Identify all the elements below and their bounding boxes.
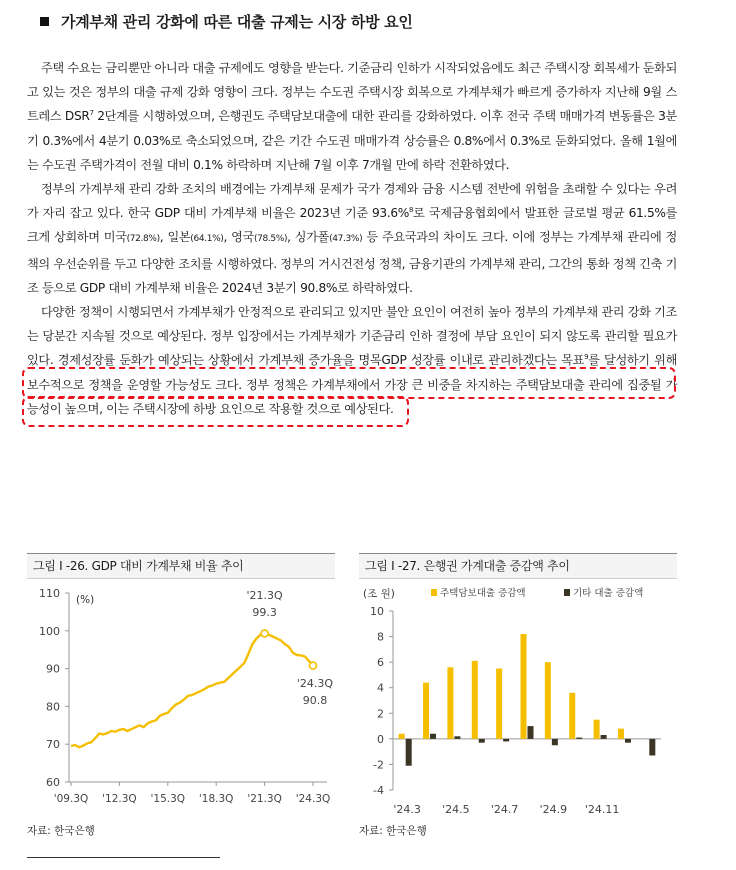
x-tick-label: '24.9: [539, 803, 568, 816]
peak-annotation-value: 99.3: [252, 606, 277, 619]
footnote-divider: [27, 857, 220, 858]
footnote-ref-9[interactable]: 9: [584, 353, 589, 362]
paragraph-1: [27, 56, 677, 177]
p2-uk-value: (78.5%): [253, 234, 288, 245]
latest-marker: [310, 662, 317, 669]
p2-text-c: , 일본: [159, 230, 191, 245]
y-tick-label: 2: [377, 707, 384, 721]
debt-ratio-line: [71, 633, 313, 747]
legend-label-1: 주택담보대출 증감액: [440, 588, 526, 599]
latest-annotation-value: 90.8: [302, 694, 328, 707]
section-heading: [40, 11, 700, 32]
p2-text-b: 로 국제금융협회에서 발표한 글로벌 평균 61.5%를 크게 상회하며 미국: [27, 206, 677, 245]
peak-annotation-label: '21.3Q: [246, 589, 283, 602]
other-loan-bar-10: [625, 739, 631, 743]
figure-2-title: 그림 I -27. 은행권 가계대출 증감액 추이: [359, 553, 677, 579]
mortgage-bar-4: [472, 661, 478, 739]
p3-text-b: 를 달성하기 위해 보수적으로 정책을 운영할 가능성도 크다. 정부 정책은 가계부채에서 가장 큰 비중을 차지하는 주택담보대출 관리에 집중될 가능성이 높으며, 이는 주택시장에 하방 요인으로 작용할 것으로 예상된다.: [27, 353, 677, 416]
figure-1-source: 자료: 한국은행: [27, 825, 95, 837]
y-axis-unit-label: (%): [76, 594, 95, 606]
other-loan-bar-8: [576, 738, 582, 739]
mortgage-bar-9: [594, 720, 600, 739]
p2-text-a: 정부의 가계부채 관리 강화 조치의 배경에는 가계부채 문제가 국가 경제와 금융 시스템 전반에 위험을 초래할 수 있다는 우려가 자리 잡고 있다. 한국 GDP 대비 가계부채 비율은 2023년 기준 93.6%: [27, 182, 677, 221]
y-tick-label: 60: [46, 776, 60, 789]
mortgage-bar-8: [569, 693, 575, 739]
x-tick-label: '15.3Q: [150, 793, 186, 805]
x-tick-label: '24.11: [584, 803, 620, 816]
highlight-box-line-1: [22, 367, 676, 399]
square-bullet-icon: [40, 17, 49, 26]
other-loan-bar-2: [430, 734, 436, 739]
figure-2-bar-chart: [359, 583, 677, 818]
mortgage-bar-10: [618, 729, 624, 739]
y-tick-label: 8: [377, 630, 384, 644]
p1-text-b: 2단계를 시행하였으며, 은행권도 주택담보대출에 대한 관리를 강화하였다. 이후 전국 주택 매매가격 변동률은 3분기 0.3%에서 4분기 0.03%로 축소되었으며, 같은 기간 수도권 매매가격 상승률은 0.8%에서 0.3%로 둔화되었다. 올해 1월에는 수도권 주택가격이 전월 대비 0.1% 하락하며 지난해 7월 이후 7개월 만에 하락 전환하였다.: [27, 109, 677, 172]
p2-text-d: , 영국: [223, 230, 254, 245]
x-tick-label: '24.3: [393, 803, 421, 816]
y-tick-label: -2: [373, 758, 384, 772]
p2-us-value: (72.8%): [126, 234, 160, 245]
mortgage-bar-1: [399, 734, 405, 739]
mortgage-bar-5: [496, 669, 502, 739]
y-tick-label: 4: [377, 681, 384, 695]
other-loan-bar-9: [601, 735, 607, 739]
other-loan-bar-1: [406, 739, 412, 766]
other-loan-bar-11: [649, 739, 655, 756]
x-tick-label: '24.7: [490, 803, 519, 816]
p2-jp-value: (64.1%): [190, 234, 224, 245]
legend-label-2: 기타 대출 증감액: [573, 588, 644, 599]
section-title: 가계부채 관리 강화에 따른 대출 규제는 시장 하방 요인: [61, 13, 413, 31]
y-tick-label: -4: [373, 784, 384, 797]
mortgage-bar-3: [447, 667, 453, 739]
legend-swatch-2: [564, 589, 570, 596]
y-tick-label: 100: [39, 624, 60, 638]
other-loan-bar-4: [479, 739, 485, 743]
p2-text-f: 등 주요국과의 차이도 크다. 이에 정부는 가계부채 관리에 정책의 우선순위를 두고 다양한 조치를 시행하였다. 정부의 거시건전성 정책, 금융기관의 가계부채 관리, 그간의 통화 정책 긴축 기조 등으로 GDP 대비 가계부채 비율은 2024년 3분기 90.8%로 하락하였다.: [27, 230, 677, 295]
y-tick-label: 70: [46, 738, 60, 752]
peak-marker: [261, 630, 268, 637]
y-tick-label: 90: [46, 662, 60, 676]
y-tick-label: 80: [46, 700, 60, 714]
x-tick-label: '12.3Q: [102, 793, 137, 805]
mortgage-bar-2: [423, 683, 429, 739]
y-tick-label: 110: [39, 587, 60, 600]
x-tick-label: '24.3Q: [295, 793, 331, 805]
highlight-box-line-2: [22, 396, 409, 427]
other-loan-bar-6: [528, 726, 534, 739]
figure-1-line-chart: [27, 583, 335, 818]
x-tick-label: '09.3Q: [53, 793, 89, 805]
legend-swatch-1: [431, 589, 437, 596]
other-loan-bar-5: [503, 739, 509, 742]
figure-1-title: 그림 I -26. GDP 대비 가계부채 비율 추이: [27, 553, 335, 579]
figure-2-source: 자료: 한국은행: [359, 825, 427, 837]
footnote-ref-7[interactable]: 7: [89, 109, 94, 118]
other-loan-bar-3: [454, 736, 460, 739]
paragraph-2: [27, 177, 677, 300]
y-axis-unit-label: (조 원): [363, 588, 395, 600]
p2-text-e: , 싱가폴: [287, 230, 330, 245]
mortgage-bar-7: [545, 662, 551, 739]
x-tick-label: '21.3Q: [247, 793, 282, 805]
other-loan-bar-7: [552, 739, 558, 745]
p2-sg-value: (47.3%): [329, 234, 363, 245]
y-tick-label: 10: [370, 605, 384, 618]
mortgage-bar-6: [521, 634, 527, 739]
x-tick-label: '24.5: [442, 803, 470, 816]
footnote-ref-8[interactable]: 8: [409, 206, 414, 215]
x-tick-label: '18.3Q: [198, 793, 234, 805]
latest-annotation-label: '24.3Q: [296, 677, 334, 690]
p3-text-a: 다양한 정책이 시행되면서 가계부채가 안정적으로 관리되고 있지만 불안 요인이 여전히 높아 정부의 가계부채 관리 강화 기조는 당분간 지속될 것으로 예상된다. 정부 입장에서는 가계부채가 기준금리 인하 결정에 부담 요인이 되지 않도록 관리할 필요가 있다. 경제성장률 둔화가 예상되는 상황에서 가계부채 증가율을 명목GDP 성장률 이내로 관리하겠다는 목표: [27, 305, 677, 368]
y-tick-label: 0: [377, 732, 384, 746]
p1-text-a: 주택 수요는 금리뿐만 아니라 대출 규제에도 영향을 받는다. 기준금리 인하가 시작되었음에도 최근 주택시장 회복세가 둔화되고 있는 것은 정부의 대출 규제 강화 영향이 크다. 정부는 수도권 주택시장 회복으로 가계부채가 빠르게 증가하자 지난해 9월 스트레스 DSR: [27, 61, 677, 124]
y-tick-label: 6: [377, 656, 384, 670]
